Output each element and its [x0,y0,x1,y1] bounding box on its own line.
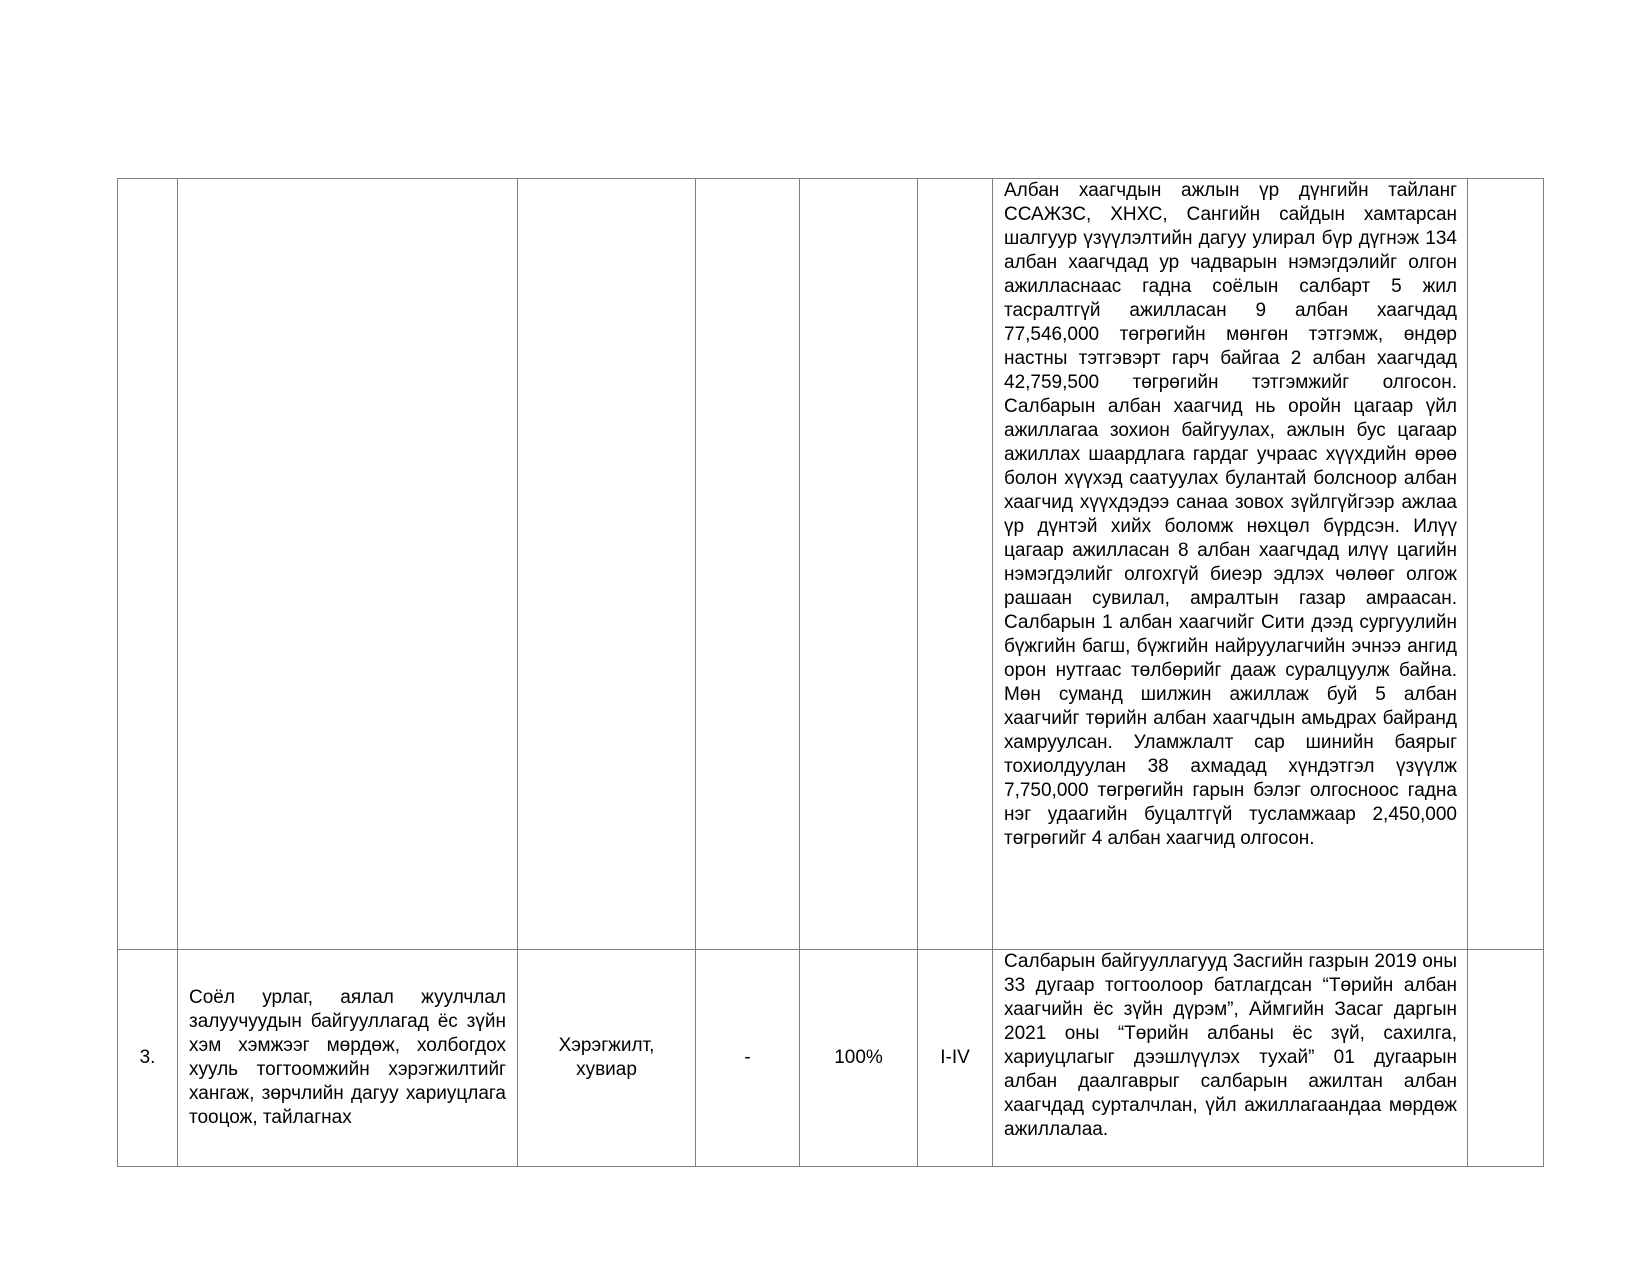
table-row [118,179,1544,950]
cell-term [918,179,993,950]
cell-task [178,179,518,950]
cell-criteria [800,179,918,950]
result-text: Салбарын байгууллагууд Засгийн газрын 2019 оны 33 дугаар тогтоолоор батлагдсан “Төрийн албан хаагчийн ёс зүйн дүрэм”, Аймгийн Засаг даргын 2021 оны “Төрийн албаны ёс зүй, сахилга, хариуцлагыг дээшлүүлэх тухай” 01 дугаарын албан даалгаврыг салбарын ажилтан албан хаагчдад сурталчлан, үйл ажиллагаандаа мөрдөж ажиллалаа. [1004,951,1457,1140]
result-text: Албан хаагчдын ажлын үр дүнгийн тайланг ССАЖЗС, ХНХС, Сангийн сайдын хамтарсан шалгуур үзүүлэлтийн дагуу улирал бүр дүгнэж 134 албан хаагчдад ур чадварын нэмэгдэлийг олгон ажилласнаас гадна соёлын салбарт 5 жил тасралтгүй ажилласан 9 албан хаагчдад 77,546,000 төгрөгийн мөнгөн тэтгэмж, өндөр настны тэтгэвэрт гарч байгаа 2 албан хаагчдад 42,759,500 төгрөгийн тэтгэмжийг олгосон. Салбарын албан хаагчид нь оройн цагаар үйл ажиллагаа зохион байгуулах, ажлын бус цагаар ажиллах шаардлага гардаг учраас хүүхдийн өрөө болон хүүхэд саатуулах булантай болсноор албан хаагчид хүүхдэдээ санаа зовох зүйлгүйгээр ажлаа үр дүнтэй хийх боломж нөхцөл бүрдсэн. Илүү цагаар ажилласан 8 албан хаагчдад илүү цагийн нэмэгдэлийг олгохгүй биеэр эдлэх чөлөөг олгож рашаан сувилал, амралтын газар амраасан. Салбарын 1 албан хаагчийг Сити дээд сургуулийн бүжгийн багш, бүжгийн найруулагчийн эчнээ ангид орон нутгаас төлбөрийг дааж суралцуулж байна. Мөн суманд шилжин ажиллаж буй 5 албан хаагчийг төрийн албан хаагчдын амьдрах байранд хамруулсан. Уламжлалт сар шинийн баярыг тохиолдуулан 38 ахмадад хүндэтгэл үзүүлж 7,750,000 төгрөгийн гарын бэлэг олгосноос гадна нэг удаагийн буцалтгүй тусламжаар 2,450,000 төгрөгийг 4 албан хаагчид олгосон. [1004,180,1457,849]
cell-baseline: - [696,950,800,1167]
cell-result [993,950,1468,1167]
cell-number: 3. [118,950,178,1167]
task-text: Соёл урлаг, аялал жуулчлал залуучуудын байгууллагад ёс зүйн хэм хэмжээг мөрдөж, холбогдох хууль тогтоомжийн хэрэгжилтийг хангаж, зөрчлийн дагуу хариуцлага тооцож, тайлагнах [189,987,506,1128]
cell-result [993,179,1468,950]
cell-baseline [696,179,800,950]
cell-note [1468,179,1544,950]
cell-number [118,179,178,950]
cell-term: I-IV [918,950,993,1167]
cell-mode [518,179,696,950]
cell-task [178,950,518,1167]
table-row [118,950,1544,1167]
report-table [117,178,1544,1167]
cell-mode [518,950,696,1167]
cell-note [1468,950,1544,1167]
mode-text: Хэрэгжилт, хувиар [558,1035,655,1080]
cell-criteria: 100% [800,950,918,1167]
